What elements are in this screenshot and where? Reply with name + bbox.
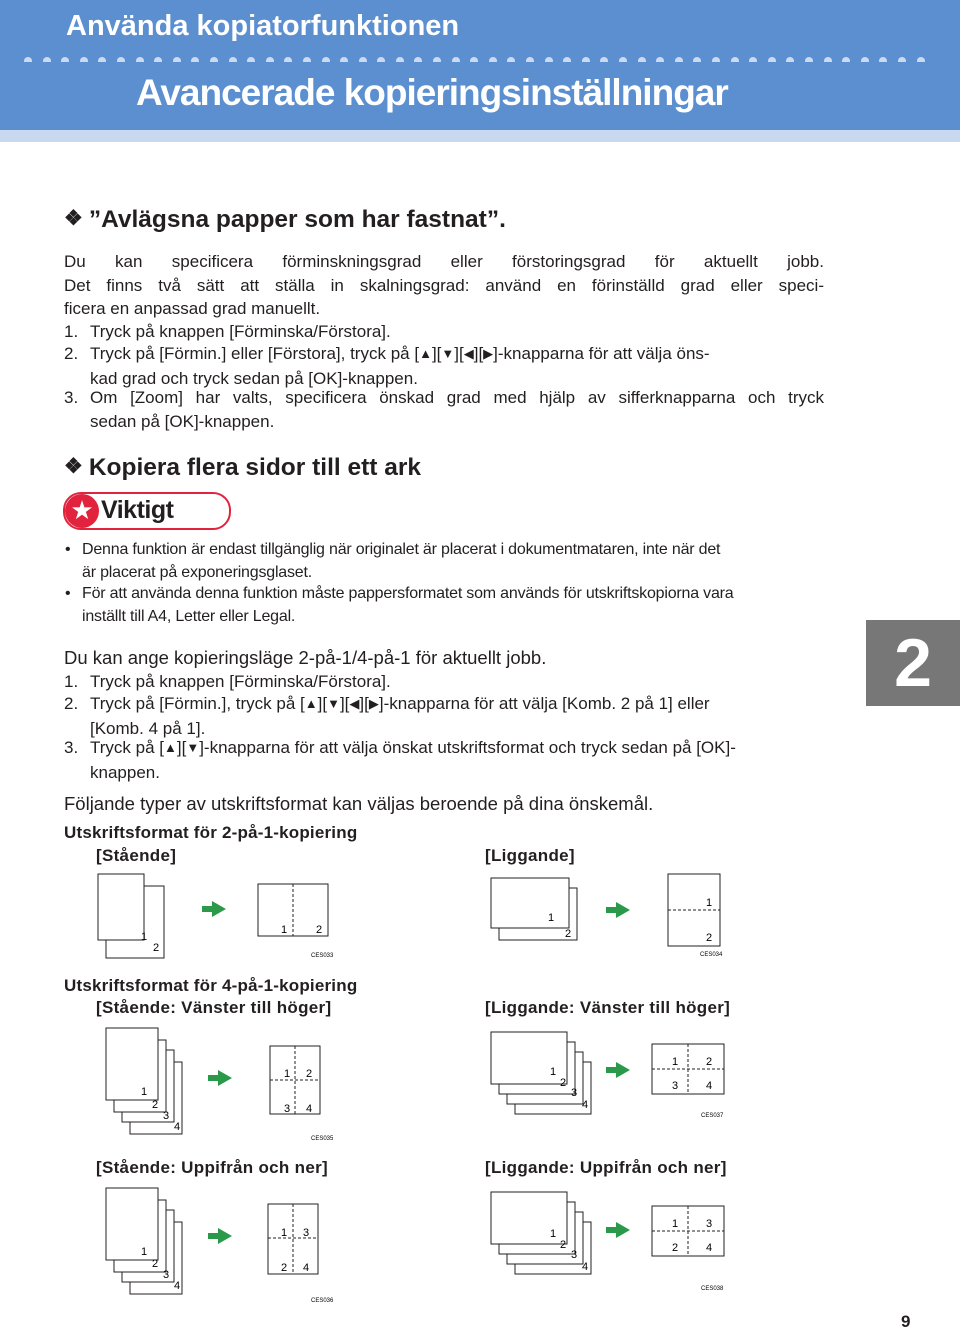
- layout-diagrams: [0, 860, 960, 1310]
- header-dot: [526, 57, 534, 62]
- left-arrow-icon: ◀: [349, 696, 360, 711]
- page-number-label: 1: [281, 924, 288, 936]
- header-dot: [452, 57, 460, 62]
- header-dot: [98, 57, 106, 62]
- step-text: sedan på [OK]-knappen.: [90, 411, 275, 431]
- header-dot: [805, 57, 813, 62]
- page-number-label: 1: [141, 1246, 148, 1258]
- diagram-4in1-landscape-lr-result: [652, 1044, 724, 1094]
- header-dot: [396, 57, 404, 62]
- format-4in1-portrait-lr-label: [Stående: Vänster till höger]: [96, 998, 332, 1017]
- star-icon: ★: [65, 494, 99, 528]
- page-number-label: 1: [141, 931, 148, 943]
- diagram-4in1-portrait-tb-originals: [106, 1188, 182, 1294]
- header-dot: [377, 57, 385, 62]
- header-dot: [191, 57, 199, 62]
- bullet-dot: •: [65, 541, 71, 558]
- header-dot: [563, 57, 571, 62]
- down-arrow-icon: ▼: [327, 696, 340, 711]
- section-heading-text: ”Avlägsna papper som har fastnat”.: [88, 206, 506, 233]
- section1-step-1: [64, 320, 391, 344]
- section-heading-multi-page: [64, 454, 421, 482]
- chapter-title: Använda kopiatorfunktionen: [66, 10, 460, 42]
- page-number-label: 1: [281, 1227, 288, 1239]
- step-text: ]-knapparna för att välja önskat utskriftsformat och tryck sedan på [OK]-: [199, 738, 736, 757]
- header-dot: [210, 57, 218, 62]
- header-dot: [303, 57, 311, 62]
- format-2in1-portrait-label: [Stående]: [96, 846, 177, 865]
- page-number-label: 1: [550, 1228, 557, 1240]
- step-number: 2.: [64, 344, 79, 363]
- section2-intro: Du kan ange kopieringsläge 2-på-1/4-på-1 för aktuellt jobb.: [64, 647, 547, 668]
- step-number: 1.: [64, 672, 79, 691]
- left-arrow-icon: ◀: [463, 346, 474, 361]
- header-dot: [638, 57, 646, 62]
- page-number-label: 4: [706, 1242, 713, 1254]
- step-text: Om [Zoom] har valts, specificera önskad grad med hjälp av sifferknapparna och tryck: [90, 388, 824, 407]
- page-number-label: 4: [174, 1280, 181, 1292]
- important-bullet-1: [65, 539, 721, 584]
- page-number-label: 4: [582, 1099, 589, 1111]
- page-number-label: 2: [152, 1258, 159, 1270]
- bullet-text: Denna funktion är endast tillgänglig när originalet är placerat i dokumentmataren, inte när det: [82, 541, 721, 558]
- diagram-4in1-landscape-lr-originals: [491, 1032, 591, 1114]
- chapter-tab: 2: [866, 620, 960, 706]
- header-dot: [824, 57, 832, 62]
- header-dot: [154, 57, 162, 62]
- header-dot: [619, 57, 627, 62]
- page-number-label: 3: [303, 1227, 310, 1239]
- page-number-label: 2: [152, 1099, 159, 1111]
- step-text: ][: [339, 694, 350, 713]
- header-dot: [675, 57, 683, 62]
- header-dot: [43, 57, 51, 62]
- page-number-label: 4: [303, 1262, 310, 1274]
- header-dot: [117, 57, 125, 62]
- down-arrow-icon: ▼: [186, 740, 200, 755]
- step-text: Tryck på [Förmin.] eller [Förstora], tryck på [: [90, 344, 420, 363]
- bullet-text: För att använda denna funktion måste pappersformatet som används för utskriftskopiorna vara: [82, 585, 734, 602]
- header-dot: [879, 57, 887, 62]
- section2-step-2: [64, 692, 710, 740]
- page-number-label: 3: [706, 1218, 713, 1230]
- formats-intro: Följande typer av utskriftsformat kan väljas beroende på dina önskemål.: [64, 793, 654, 814]
- format-4in1-landscape-tb-label: [Liggande: Uppifrån och ner]: [485, 1158, 727, 1177]
- header-dot: [470, 57, 478, 62]
- diagram-4in1-portrait-tb-result: [268, 1204, 318, 1274]
- header-dot: [229, 57, 237, 62]
- format-4in1-landscape-lr-label: [Liggande: Vänster till höger]: [485, 998, 731, 1017]
- header-dot: [712, 57, 720, 62]
- header-dot: [898, 57, 906, 62]
- step-text: ][: [454, 344, 464, 363]
- page-number-label: 3: [571, 1087, 578, 1099]
- right-arrow-icon: [606, 1062, 630, 1078]
- figure-code: CES033: [311, 953, 334, 959]
- page-number-label: 3: [672, 1080, 679, 1092]
- right-arrow-icon: [606, 902, 630, 918]
- header-dot: [433, 57, 441, 62]
- header-dot: [24, 57, 32, 62]
- bullet-dot: •: [65, 585, 71, 602]
- header-dot: [786, 57, 794, 62]
- page-number-label: 1: [550, 1066, 557, 1078]
- page-number-label: 1: [672, 1218, 679, 1230]
- diagram-2in1-landscape-result: [668, 874, 720, 946]
- format-2in1-landscape-label: [Liggande]: [485, 846, 575, 865]
- up-arrow-icon: ▲: [304, 696, 318, 711]
- header-dot: [768, 57, 776, 62]
- header-dot: [340, 57, 348, 62]
- header-dot: [731, 57, 739, 62]
- header-dot: [61, 57, 69, 62]
- bullet-text: inställt till A4, Letter eller Legal.: [82, 607, 296, 625]
- page-number-label: 3: [163, 1269, 170, 1281]
- right-arrow-icon: [606, 1222, 630, 1238]
- page-number-label: 1: [548, 912, 555, 924]
- header-dot: [917, 57, 925, 62]
- header-dot-divider: [24, 52, 944, 62]
- section1-step-2: [64, 342, 824, 390]
- page-number-label: 4: [306, 1103, 313, 1115]
- step-text: Tryck på [: [90, 738, 164, 757]
- step-text: ][: [473, 344, 484, 363]
- format-4in1-portrait-tb-label: [Stående: Uppifrån och ner]: [96, 1158, 328, 1177]
- page-number-label: 2: [316, 924, 323, 936]
- diagram-4in1-portrait-lr-originals: [106, 1028, 182, 1134]
- diagram-4in1-landscape-tb-result: [652, 1206, 724, 1256]
- step-text: Tryck på knappen [Förminska/Förstora].: [90, 322, 391, 341]
- important-badge: [63, 492, 231, 530]
- header-dot: [545, 57, 553, 62]
- header-dot: [656, 57, 664, 62]
- header-dot: [414, 57, 422, 62]
- section2-step-1: [64, 670, 391, 694]
- step-text: Tryck på knappen [Förminska/Förstora].: [90, 672, 391, 691]
- section-heading-text: Kopiera flera sidor till ett ark: [88, 454, 422, 481]
- header-dot: [266, 57, 274, 62]
- page-heading: Avancerade kopieringsinställningar: [136, 72, 728, 113]
- page-number-label: 3: [163, 1110, 170, 1122]
- important-label: Viktigt: [101, 496, 174, 524]
- page-number-label: 4: [174, 1121, 181, 1133]
- header-dot: [749, 57, 757, 62]
- page-number-label: 2: [560, 1239, 567, 1251]
- page-number-label: 1: [706, 897, 713, 909]
- step-text: ]-knapparna för att välja [Komb. 2 på 1] eller: [378, 694, 710, 713]
- header-dot: [173, 57, 181, 62]
- figure-code: CES038: [701, 1286, 724, 1292]
- down-arrow-icon: ▼: [441, 346, 455, 361]
- page-number-label: 3: [284, 1103, 291, 1115]
- header-dot: [693, 57, 701, 62]
- right-arrow-icon: [208, 1070, 232, 1086]
- step-text: knappen.: [90, 762, 160, 782]
- diagram-4in1-portrait-lr-result: [270, 1046, 320, 1114]
- right-arrow-icon: ▶: [368, 696, 379, 711]
- diagram-4in1-landscape-tb-originals: [491, 1192, 591, 1274]
- page-number-label: 4: [582, 1261, 589, 1273]
- up-arrow-icon: ▲: [419, 346, 432, 361]
- header-dot: [600, 57, 608, 62]
- page-number-label: 1: [284, 1068, 291, 1080]
- bullet-text: är placerat på exponeringsglaset.: [82, 563, 312, 581]
- page-number-label: 1: [672, 1056, 679, 1068]
- page-number-label: 2: [672, 1242, 679, 1254]
- figure-code: CES034: [700, 952, 723, 958]
- header-dot: [284, 57, 292, 62]
- diamond-bullet-icon: ❖: [64, 207, 83, 230]
- section1-step-3: [64, 386, 824, 433]
- header-dot: [507, 57, 515, 62]
- page-number-label: 2: [560, 1077, 567, 1089]
- header-dot: [80, 57, 88, 62]
- header-dot: [136, 57, 144, 62]
- header-dot: [842, 57, 850, 62]
- figure-code: CES036: [311, 1298, 334, 1304]
- section1-intro: [64, 250, 824, 321]
- step-text: ][: [317, 694, 328, 713]
- diamond-bullet-icon: ❖: [64, 455, 83, 478]
- page-number-label: 2: [153, 942, 160, 954]
- format-2in1-heading: Utskriftsformat för 2-på-1-kopiering: [64, 823, 358, 842]
- right-arrow-icon: ▶: [483, 346, 494, 361]
- right-arrow-icon: [202, 901, 226, 917]
- step-text: ][: [359, 694, 369, 713]
- page-number-label: 2: [306, 1068, 313, 1080]
- page-number-label: 2: [706, 1056, 713, 1068]
- page-number-label: 3: [571, 1249, 578, 1261]
- header-dot: [489, 57, 497, 62]
- page-number-label: 2: [706, 932, 713, 944]
- page-number-label: 4: [706, 1080, 713, 1092]
- page-number: 9: [901, 1312, 911, 1331]
- step-text: ][: [431, 344, 442, 363]
- page-number-label: 1: [141, 1086, 148, 1098]
- intro-line: Det finns två sätt att ställa in skalningsgrad: använd en förinställd grad eller speci-: [64, 275, 824, 295]
- step-text: Tryck på [Förmin.], tryck på [: [90, 694, 305, 713]
- step-number: 3.: [64, 388, 79, 407]
- page-number-label: 2: [565, 928, 572, 940]
- intro-line: ficera en anpassad grad manuellt.: [64, 299, 321, 318]
- important-bullet-2: [65, 583, 734, 628]
- right-arrow-icon: [208, 1228, 232, 1244]
- header-dot: [582, 57, 590, 62]
- step-text: kad grad och tryck sedan på [OK]-knappen.: [90, 368, 418, 388]
- step-number: 1.: [64, 322, 79, 341]
- section2-step-3: [64, 736, 736, 784]
- header-bottom-band: [0, 130, 960, 142]
- step-text: [Komb. 4 på 1].: [90, 718, 206, 738]
- header-dot: [247, 57, 255, 62]
- intro-line: Du kan specificera förminskningsgrad eller förstoringsgrad för aktuellt jobb.: [64, 252, 824, 271]
- step-number: 2.: [64, 694, 79, 713]
- section-heading-paper-jam: [64, 206, 506, 234]
- figure-code: CES035: [311, 1136, 334, 1142]
- header-dot: [322, 57, 330, 62]
- step-number: 3.: [64, 738, 79, 757]
- header-dot: [861, 57, 869, 62]
- page-number-label: 2: [281, 1262, 288, 1274]
- format-4in1-heading: Utskriftsformat för 4-på-1-kopiering: [64, 976, 358, 995]
- step-text: ][: [176, 738, 187, 757]
- step-text: ]-knapparna för att välja öns-: [493, 344, 710, 363]
- figure-code: CES037: [701, 1113, 724, 1119]
- up-arrow-icon: ▲: [164, 740, 177, 755]
- header-dot: [359, 57, 367, 62]
